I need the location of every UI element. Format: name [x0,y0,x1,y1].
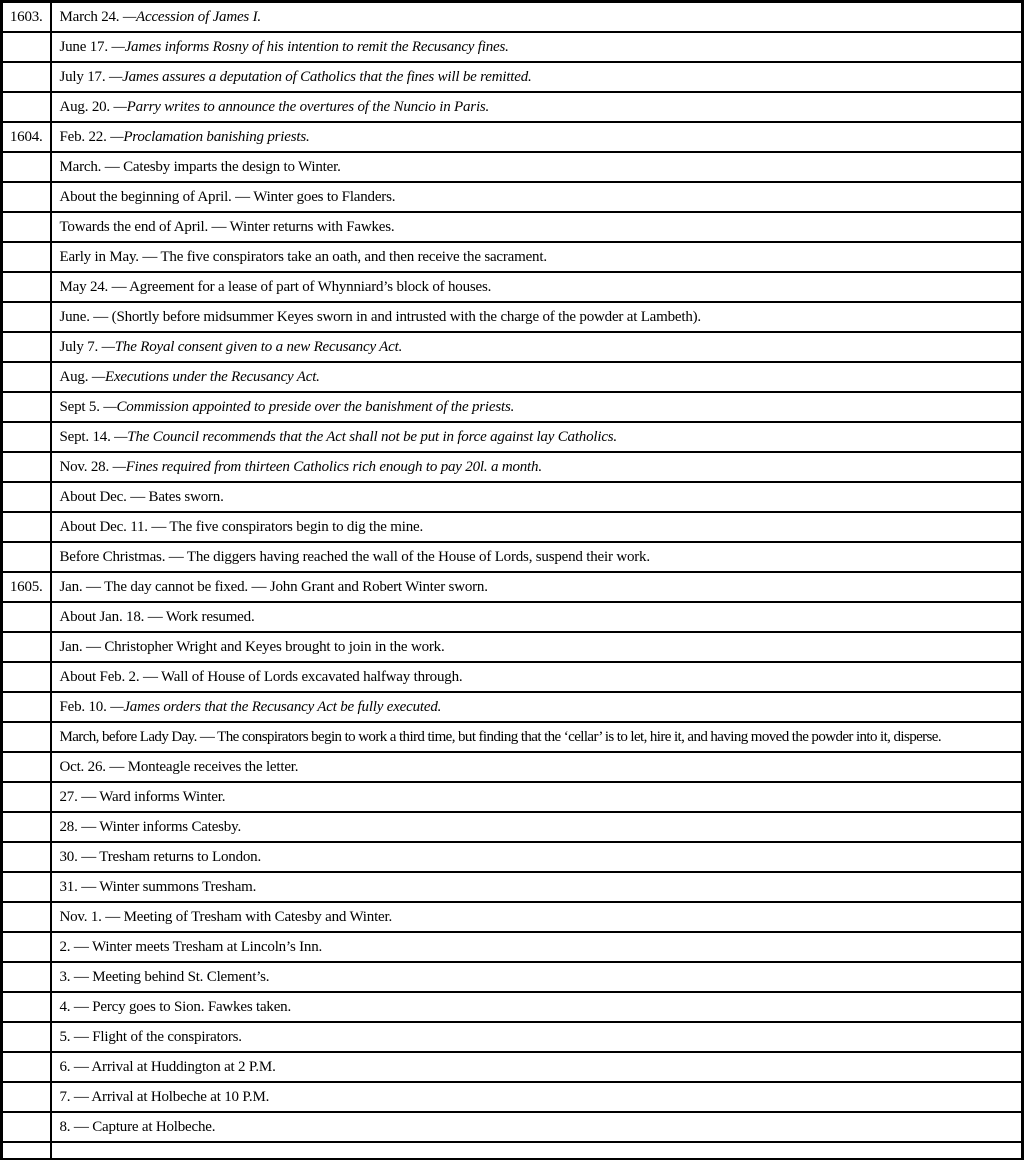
event-cell [51,152,1023,182]
table-row [2,572,1023,602]
year-cell: 1604. [2,122,51,152]
year-cell [2,722,51,752]
year-cell [2,992,51,1022]
year-cell [2,92,51,122]
event-date-text: Nov. 1. — Meeting of Tresham with Catesby and Winter. [59,908,393,925]
year-cell [2,632,51,662]
year-cell [2,602,51,632]
event-date-text: 2. — Winter meets Tresham at Lincoln’s Inn. [59,938,323,955]
year-cell [2,32,51,62]
event-cell [51,662,1023,692]
event-cell [51,872,1023,902]
table-row [2,452,1023,482]
table-row [2,332,1023,362]
event-cell [51,482,1023,512]
table-row [2,92,1023,122]
event-cell [51,932,1023,962]
table-row [2,362,1023,392]
year-cell [2,752,51,782]
table-body [2,2,1023,1160]
event-cell [51,962,1023,992]
event-date-text: March 24. [59,8,123,25]
table-row [2,1022,1023,1052]
event-date-text: Sept 5. [59,398,104,415]
event-date-text: 30. — Tresham returns to London. [59,848,262,865]
table-row [2,482,1023,512]
event-cell [51,302,1023,332]
table-row [2,902,1023,932]
event-cell [51,992,1023,1022]
table-row [2,512,1023,542]
table-row [2,662,1023,692]
table-row [2,302,1023,332]
year-cell [2,152,51,182]
event-cell [51,212,1023,242]
event-italic-text: —Accession of James I. [122,8,261,25]
event-date-text: 31. — Winter summons Tresham. [59,878,257,895]
event-cell [51,242,1023,272]
table-row [2,692,1023,722]
table-row [2,242,1023,272]
event-date-text: 27. — Ward informs Winter. [59,788,226,805]
event-date-text: July 7. [59,338,102,355]
year-cell [2,392,51,422]
year-cell [2,482,51,512]
year-cell: 1605. [2,572,51,602]
event-cell [51,392,1023,422]
event-cell [51,812,1023,842]
table-row [2,932,1023,962]
event-date-text: Feb. 22. [59,128,111,145]
table-row [2,752,1023,782]
event-date-text: Feb. 10. [59,698,111,715]
table-row-partial [2,1142,1023,1160]
event-date-text: 6. — Arrival at Huddington at 2 P.M. [59,1058,276,1075]
event-cell [51,332,1023,362]
table-row [2,722,1023,752]
table-row [2,392,1023,422]
event-date-text: Sept. 14. [59,428,115,445]
table-row [2,62,1023,92]
table-row [2,212,1023,242]
event-cell [51,32,1023,62]
event-italic-text: —James assures a deputation of Catholics that the fines will be remitted. [108,68,532,85]
year-cell [2,902,51,932]
year-cell [2,62,51,92]
year-cell [2,1142,51,1160]
event-date-text: About Dec. 11. — The five conspirators begin to dig the mine. [59,518,424,535]
event-date-text: Before Christmas. — The diggers having reached the wall of the House of Lords, suspend their work. [59,548,650,565]
table-row [2,872,1023,902]
event-date-text: 5. — Flight of the conspirators. [59,1028,242,1045]
table-row [2,842,1023,872]
year-cell [2,872,51,902]
event-cell [51,2,1023,32]
event-date-text: June 17. [59,38,112,55]
table-row [2,782,1023,812]
table-row [2,182,1023,212]
year-cell [2,962,51,992]
event-cell [51,542,1023,572]
event-cell [51,422,1023,452]
event-date-text: July 17. [59,68,109,85]
event-italic-text: —Executions under the Recusancy Act. [91,368,320,385]
year-cell [2,842,51,872]
event-cell [51,692,1023,722]
event-date-text: Jan. — Christopher Wright and Keyes brought to join in the work. [59,638,445,655]
event-cell [51,1022,1023,1052]
event-date-text: 7. — Arrival at Holbeche at 10 P.M. [59,1088,270,1105]
event-date-text: Aug. 20. [59,98,114,115]
event-cell [51,122,1023,152]
event-cell [51,92,1023,122]
event-cell [51,452,1023,482]
event-cell [51,902,1023,932]
year-cell [2,242,51,272]
year-cell [2,782,51,812]
year-cell [2,512,51,542]
event-italic-text: —The Council recommends that the Act shall not be put in force against lay Catholics. [114,428,617,445]
event-date-text: Oct. 26. — Monteagle receives the letter. [59,758,299,775]
year-cell [2,362,51,392]
event-cell [51,602,1023,632]
table-row [2,962,1023,992]
event-italic-text: —Commission appointed to preside over the banishment of the priests. [103,398,515,415]
table-row [2,632,1023,662]
event-date-text: Early in May. — The five conspirators take an oath, and then receive the sacrament. [59,248,547,265]
event-italic-text: —Proclamation banishing priests. [110,128,310,145]
event-date-text: 8. — Capture at Holbeche. [59,1118,216,1135]
event-italic-text: —The Royal consent given to a new Recusancy Act. [101,338,403,355]
event-cell [51,842,1023,872]
event-cell [51,1142,1023,1160]
event-cell [51,1052,1023,1082]
event-date-text: March, before Lady Day. — The conspirators begin to work a third time, but finding that the ‘cellar’ is to let, hire it, and having moved the powder into it, disperse. [59,728,941,745]
year-cell [2,1052,51,1082]
year-cell [2,812,51,842]
year-cell [2,542,51,572]
event-cell [51,272,1023,302]
year-cell [2,1112,51,1142]
event-date-text: About Feb. 2. — Wall of House of Lords excavated halfway through. [59,668,463,685]
event-cell [51,572,1023,602]
event-cell [51,512,1023,542]
event-date-text: Nov. 28. [59,458,113,475]
year-cell [2,932,51,962]
event-date-text: 4. — Percy goes to Sion. Fawkes taken. [59,998,292,1015]
event-italic-text: —Parry writes to announce the overtures of the Nuncio in Paris. [113,98,490,115]
year-cell: 1603. [2,2,51,32]
event-cell [51,1082,1023,1112]
event-date-text: Towards the end of April. — Winter returns with Fawkes. [59,218,395,235]
table-row [2,32,1023,62]
year-cell [2,332,51,362]
year-cell [2,452,51,482]
event-cell [51,62,1023,92]
event-date-text: About Dec. — Bates sworn. [59,488,224,505]
table-row [2,1052,1023,1082]
event-cell [51,362,1023,392]
event-date-text: Jan. — The day cannot be fixed. — John Grant and Robert Winter sworn. [59,578,488,595]
table-row [2,2,1023,32]
event-date-text: About the beginning of April. — Winter goes to Flanders. [59,188,396,205]
event-italic-text: —James orders that the Recusancy Act be fully executed. [110,698,442,715]
year-cell [2,272,51,302]
event-date-text: 3. — Meeting behind St. Clement’s. [59,968,270,985]
year-cell [2,1022,51,1052]
year-cell [2,662,51,692]
table-row [2,122,1023,152]
event-cell [51,1112,1023,1142]
year-cell [2,692,51,722]
table-row [2,992,1023,1022]
table-row [2,152,1023,182]
event-date-text: About Jan. 18. — Work resumed. [59,608,255,625]
year-cell [2,182,51,212]
event-italic-text: —James informs Rosny of his intention to remit the Recusancy fines. [111,38,509,55]
event-date-text: Aug. [59,368,92,385]
event-cell [51,632,1023,662]
table-row [2,422,1023,452]
event-italic-text: —Fines required from thirteen Catholics rich enough to pay 20l. a month. [112,458,542,475]
event-date-text: 28. — Winter informs Catesby. [59,818,241,835]
year-cell [2,422,51,452]
table-row [2,272,1023,302]
table-row [2,812,1023,842]
table-row [2,1112,1023,1142]
year-cell [2,1082,51,1112]
event-date-text: May 24. — Agreement for a lease of part of Whynniard’s block of houses. [59,278,492,295]
table-row [2,542,1023,572]
table-row [2,602,1023,632]
event-cell [51,782,1023,812]
event-date-text: June. — (Shortly before midsummer Keyes sworn in and intrusted with the charge of the powder at Lambeth). [59,308,701,325]
event-cell [51,182,1023,212]
year-cell [2,302,51,332]
year-cell [2,212,51,242]
event-date-text: March. — Catesby imparts the design to Winter. [59,158,341,175]
event-cell [51,752,1023,782]
table-row [2,1082,1023,1112]
event-cell [51,722,1023,752]
